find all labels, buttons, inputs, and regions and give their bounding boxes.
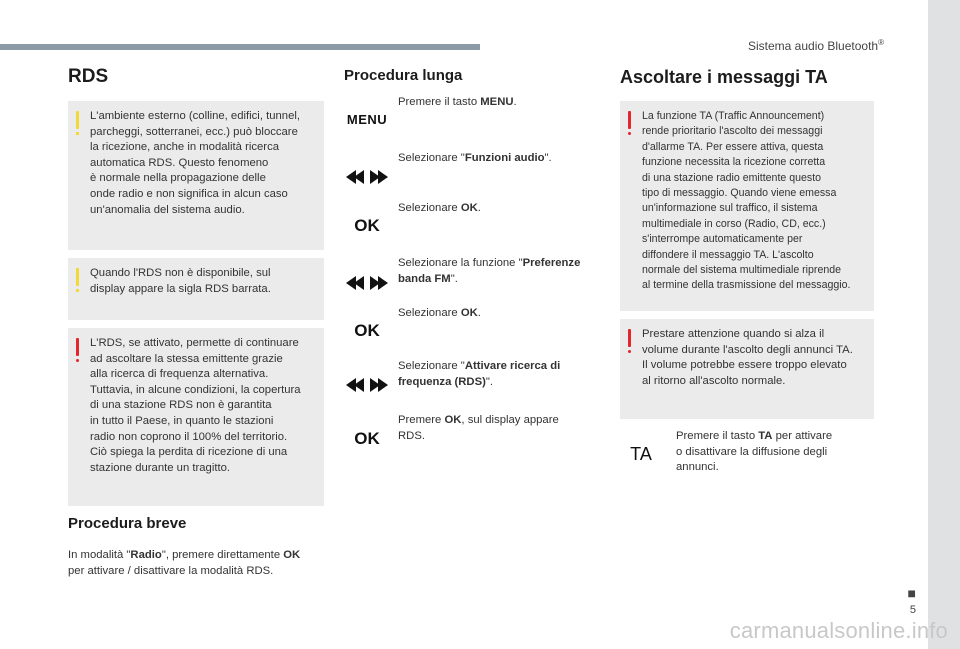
note-line: automatica RDS. Questo fenomeno [90,156,269,169]
note-line: rende prioritario l'ascolto dei messaggi [642,125,823,138]
info-icon [76,268,79,286]
arrows-icon [344,166,390,188]
ta-instruction: Premere il tasto TA per attivare o disattivare la diffusione degli annunci. [676,430,833,474]
warning-note-ta-function [620,101,874,311]
note-line: L'RDS, se attivato, permette di continuare [90,337,299,349]
arrows-icon [344,374,390,396]
ta-button-icon: TA [630,443,652,464]
note-line: onde radio e non significa in alcun caso [90,187,288,200]
note-line: è normale nella propagazione delle [90,172,266,185]
note-line: normale del sistema multimediale riprende [642,264,842,277]
note-line: un'anomalia del sistema audio. [90,203,245,216]
note-line: L'ambiente esterno (colline, edifici, tunnel, [90,110,301,122]
warning-icon [628,329,631,347]
step-4: Selezionare la funzione "Preferenze banda FM". [398,257,581,285]
info-note-rds-unavailable [68,258,324,320]
page-number: 5 [909,604,916,616]
note-line: La funzione TA (Traffic Announcement) [642,110,825,122]
note-line: Ciò spiega la perdita di ricezione di una [90,446,288,459]
note-line: in tutto il Paese, in quanto le stazioni [90,414,274,427]
note-line: volume durante l'ascolto degli annunci TA. [642,343,853,356]
header-rule [0,44,480,50]
note-line: al termine della trasmissione del messaggio. [642,279,851,292]
menu-button-icon: MENU [346,111,388,127]
note-line: un'informazione sul traffico, il sistema [642,202,818,215]
note-line: Quando l'RDS non è disponibile, sul [90,267,271,279]
procedura-breve-text: In modalità "Radio", premere direttamente OK per attivare / disattivare la modalità RDS. [68,549,301,577]
note-line: di una stazione radio emittente questo [642,171,822,184]
note-line: parcheggi, sotterranei, ecc.) può bloccare [90,125,298,138]
note-line: Tuttavia, in alcune condizioni, la copertura [90,383,301,396]
note-line: tipo di messaggio. Quando viene emessa [642,187,837,200]
section-title-procedura-breve: Procedura breve [68,515,187,532]
note-line: diffondere il messaggio TA. L'ascolto [642,248,814,261]
note-line: alla ricerca di frequenza alternativa. [90,368,269,381]
note-line: funzione necessita la ricezione corretta [642,156,826,169]
note-line: s'interrompe automaticamente per [642,233,803,246]
warning-icon [76,338,79,356]
section-title-messaggi-ta: Ascoltare i messaggi TA [620,67,828,87]
info-note-reception [68,101,324,250]
info-icon [76,111,79,129]
note-line: la ricezione, anche in modalità ricerca [90,141,280,154]
page-margin-bar [928,0,960,649]
step-7: Premere OK, sul display appare RDS. [398,414,559,442]
step-3: Selezionare OK. [398,202,481,214]
step-5: Selezionare OK. [398,307,481,319]
ok-button-icon: OK [354,429,380,448]
step-1: Premere il tasto MENU. [398,96,517,108]
note-line: al ritorno all'ascolto normale. [642,374,786,387]
note-line: multimediale in corso (Radio, CD, ecc.) [642,217,826,230]
note-line: d'allarme TA. Per essere attiva, questa [642,140,824,153]
note-line: di una stazione RDS non è garantita [90,399,272,412]
step-2: Selezionare "Funzioni audio". [398,152,552,164]
section-title-procedura-lunga: Procedura lunga [344,67,463,84]
section-title-rds: RDS [68,66,109,87]
note-line: display appare la sigla RDS barrata. [90,282,271,295]
ok-button-icon: OK [354,216,380,235]
note-line: ad ascoltare la stessa emittente grazie [90,352,283,365]
running-header: Sistema audio Bluetooth® [748,38,884,53]
step-6: Selezionare "Attivare ricerca di frequenza (RDS)". [398,360,561,388]
ok-button-icon: OK [354,321,380,340]
arrows-icon [344,272,390,294]
note-line: stazione durante un tragitto. [90,461,231,474]
warning-note-rds-coverage [68,328,324,506]
watermark: carmanualsonline.info [729,618,948,643]
note-line: Prestare attenzione quando si alza il [642,328,825,340]
note-line: radio non coprono il 100% del territorio. [90,430,288,443]
warning-icon [628,111,631,129]
page-marker: ■ [907,585,916,601]
warning-note-volume [620,319,874,419]
note-line: Il volume potrebbe essere troppo elevato [642,359,847,372]
